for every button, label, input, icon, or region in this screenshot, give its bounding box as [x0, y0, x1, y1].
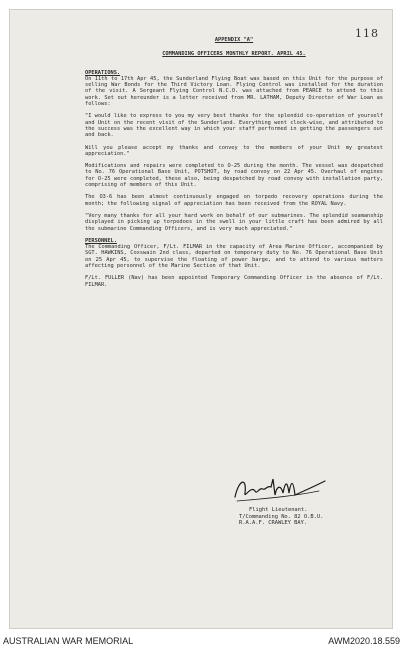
signature-block	[239, 471, 389, 527]
document-body	[85, 37, 387, 294]
operations-heading: OPERATIONS.	[85, 69, 121, 76]
footer-accession-id: AWM2020.18.559	[328, 636, 400, 646]
signatory-location: R.A.A.F. CRAWLEY BAY.	[239, 520, 308, 527]
archive-footer	[0, 631, 404, 653]
appendix-heading: APPENDIX "A"	[214, 37, 254, 43]
handwritten-signature	[229, 471, 329, 507]
signatory-role: T/Commanding No. 82 O.B.U.	[239, 513, 324, 520]
document-page	[9, 9, 393, 629]
latham-letter-closing: Will you please accept my thanks and convey to the members of your Unit my greatest appreciation."	[85, 144, 387, 157]
navy-signal-quote: "Very many thanks for all your hard work on behalf of our submarines. The splendid seamanship displayed in picking up torpedoes in the swell in your little craft has been admired by all the submarine Commanding Officers, and is very much appreciated."	[85, 212, 387, 232]
report-title: COMMANDING OFFICERS MONTHLY REPORT. APRIL 45.	[162, 51, 306, 58]
modifications-paragraph: Modifications and repairs were completed to O-25 during the month. The vessel was despatched to No. 76 Operational Base Unit, POTSHOT, by road convoy on 22 Apr 45. Overhaul of engines for O-25 were completed, these also, being despatched by road convoy with installation party, comprising of members of this Unit.	[85, 163, 387, 189]
folio-number: 118	[355, 27, 379, 40]
latham-letter-quote: "I would like to express to you my very best thanks for the splendid co-operation of yourself and Unit on the recent visit of the Sunderland. Everything went clock-wise, and attributed to the success was the excellent way in which your staff performed in getting the passengers out and back.	[85, 113, 387, 139]
torpedo-recovery-paragraph: The O3-6 has been almost continuously engaged on torpedo recovery operations during the month; the following signal of appreciation has been received from the ROYAL Navy.	[85, 194, 387, 207]
signatory-rank: Flight Lieutenant.	[249, 507, 308, 513]
footer-institution: AUSTRALIAN WAR MEMORIAL	[3, 636, 134, 646]
personnel-paragraph-2: F/Lt. FULLER (Nav) has been appointed Temporary Commanding Officer in the absence of F/Lt. FILMAR.	[85, 275, 387, 288]
operations-paragraph: On 11th to 17th Apr 45, the Sunderland Flying Boat was based on this Unit for the purpose of selling War Bonds for the Third Victory Loan. Flying Control was installed for the duration of the visit. A Sergeant Flying Control N.C.O. was attached from PEARCE to attend to this work. Set out hereunder is a letter received from MR. LATHAM, Deputy Director of War Loan as follows:	[85, 75, 387, 108]
personnel-paragraph-1: The Commanding Officer, F/Lt. FILMAR in the capacity of Area Marine Officer, accompanied by SGT. HAWKINS, Coxswain 2nd class, departed on temporary duty to No. 76 Operational Base Unit on 25 Apr 45, to supervise the floating of power barge, and to attend to various matters affecting personnel of the Marine Section of that Unit.	[85, 244, 387, 270]
personnel-heading: PERSONNEL.	[85, 237, 117, 244]
